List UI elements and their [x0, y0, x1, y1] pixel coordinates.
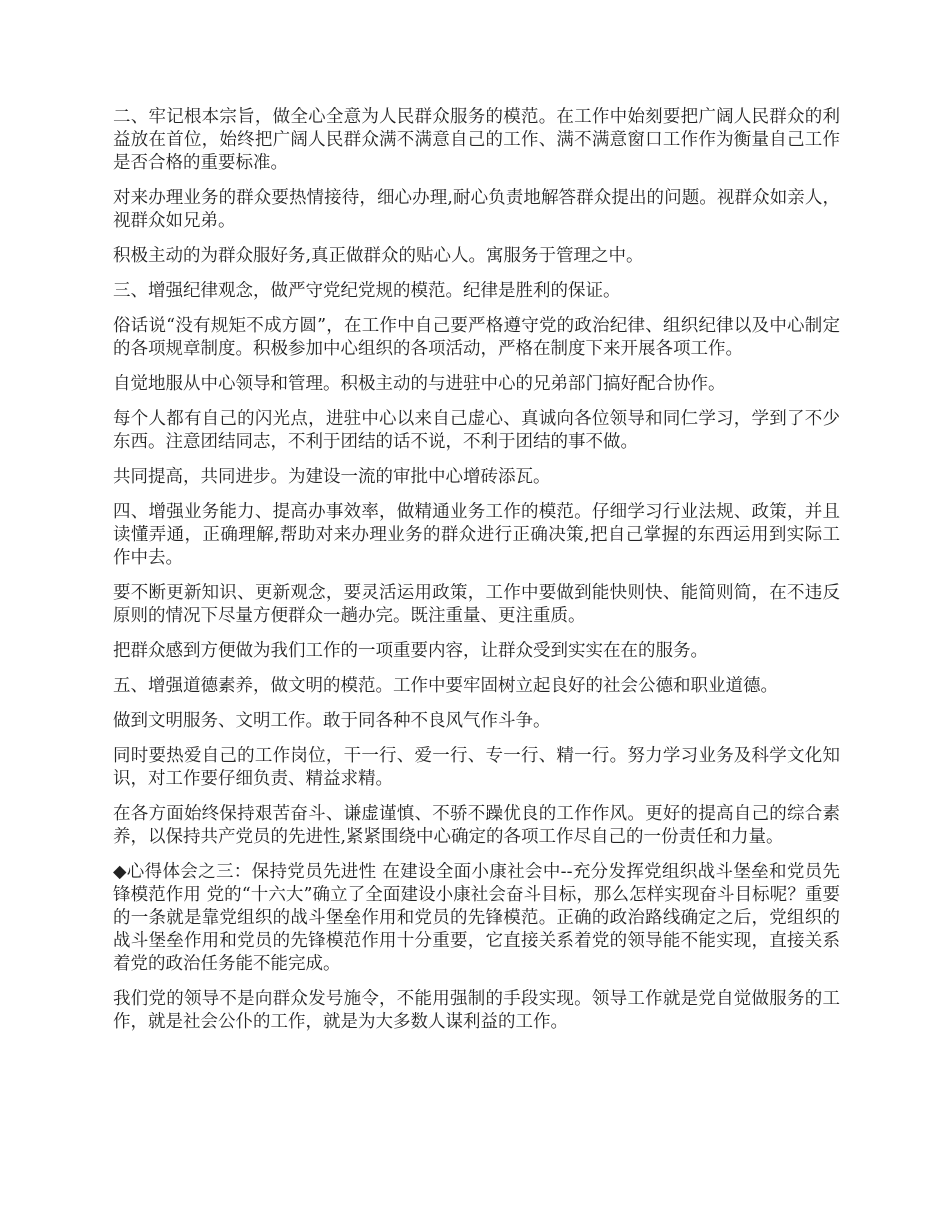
paragraph: 我们党的领导不是向群众发号施令，不能用强制的手段实现。领导工作就是党自觉做服务的工作，就是社会公仆的工作，就是为大多数人谋利益的工作。 [113, 989, 840, 1032]
paragraph: ◆心得体会之三：保持党员先进性 在建设全面小康社会中--充分发挥党组织战斗堡垒和党员先锋模范作用 党的“十六大”确立了全面建设小康社会奋斗目标，那么怎样实现奋斗目标呢？重要的一条就是靠党组织的战斗堡垒作用和党员的先锋模范。正确的政治路线确定之后，党组织的战斗堡垒作用和党员的先锋模范作用十分重要，它直接关系着党的领导能不能实现，直接关系着党的政治任务能不能完成。 [113, 862, 840, 974]
paragraph: 自觉地服从中心领导和管理。积极主动的与进驻中心的兄弟部门搞好配合协作。 [113, 374, 726, 394]
paragraph: 把群众感到方便做为我们工作的一项重要内容，让群众受到实实在在的服务。 [113, 641, 708, 661]
paragraph: 二、牢记根本宗旨，做全心全意为人民群众服务的模范。在工作中始刻要把广阔人民群众的利益放在首位，始终把广阔人民群众满不满意自己的工作、满不满意窗口工作作为衡量自己工作是否合格的重要标准。 [113, 107, 840, 173]
paragraph: 四、增强业务能力、提高办事效率，做精通业务工作的模范。仔细学习行业法规、政策，并且读懂弄通，正确理解,帮助对来办理业务的群众进行正确决策,把自己掌握的东西运用到实际工作中去。 [113, 502, 840, 568]
paragraph: 做到文明服务、文明工作。敢于同各种不良风气作斗争。 [113, 711, 551, 731]
paragraph: 俗话说“没有规矩不成方圆”，在工作中自己要严格遵守党的政治纪律、组织纪律以及中心制定的各项规章制度。积极参加中心组织的各项活动，严格在制度下来开展各项工作。 [113, 316, 840, 359]
document-body [113, 106, 840, 1046]
paragraph: 积极主动的为群众服好务,真正做群众的贴心人。寓服务于管理之中。 [113, 246, 644, 266]
paragraph: 在各方面始终保持艰苦奋斗、谦虚谨慎、不骄不躁优良的工作作风。更好的提高自己的综合素养，以保持共产党员的先进性,紧紧围绕中心确定的各项工作尽自己的一份责任和力量。 [113, 804, 840, 847]
paragraph: 对来办理业务的群众要热情接待，细心办理,耐心负责地解答群众提出的问题。视群众如亲人，视群众如兄弟。 [113, 188, 840, 231]
paragraph: 每个人都有自己的闪光点，进驻中心以来自己虚心、真诚向各位领导和同仁学习，学到了不少东西。注意团结同志，不利于团结的话不说，不利于团结的事不做。 [113, 409, 840, 452]
paragraph: 同时要热爱自己的工作岗位，干一行、爱一行、专一行、精一行。努力学习业务及科学文化知识，对工作要仔细负责、精益求精。 [113, 746, 840, 789]
paragraph: 三、增强纪律观念，做严守党纪党规的模范。纪律是胜利的保证。 [113, 281, 621, 301]
paragraph: 要不断更新知识、更新观念，要灵活运用政策，工作中要做到能快则快、能简则简，在不违反原则的情况下尽量方便群众一趟办完。既注重量、更注重质。 [113, 583, 840, 626]
paragraph: 五、增强道德素养，做文明的模范。工作中要牢固树立起良好的社会公德和职业道德。 [113, 676, 778, 696]
paragraph: 共同提高，共同进步。为建设一流的审批中心增砖添瓦。 [113, 467, 551, 487]
